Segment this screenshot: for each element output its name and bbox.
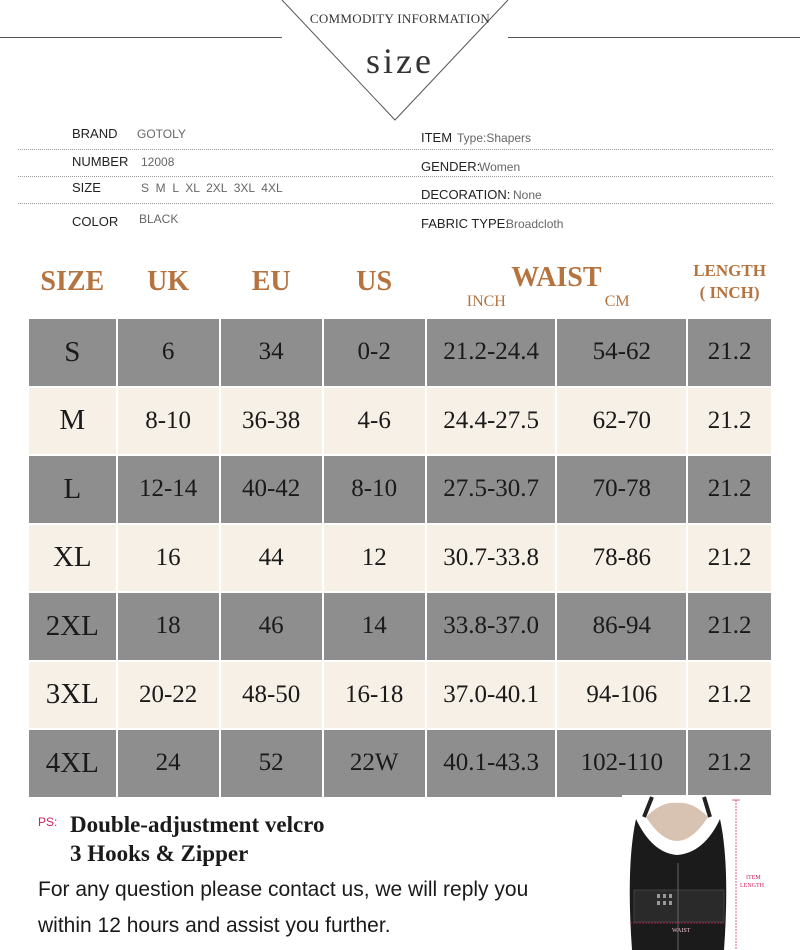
cell-waist-cm: 78-86 — [557, 525, 686, 592]
cell-uk: 20-22 — [118, 662, 219, 729]
cell-us: 4-6 — [324, 388, 425, 455]
cell-size: 3XL — [29, 662, 116, 729]
cell-size: L — [29, 456, 116, 523]
cell-us: 14 — [324, 593, 425, 660]
cell-uk: 16 — [118, 525, 219, 592]
color-label: COLOR — [72, 214, 119, 229]
brand-value: GOTOLY — [137, 127, 186, 141]
table-row — [29, 525, 771, 592]
cell-waist-inch: 37.0-40.1 — [427, 662, 556, 729]
contact-note-line1: For any question please contact us, we will reply you — [38, 878, 529, 901]
table-row — [29, 593, 771, 660]
cell-eu: 34 — [221, 319, 322, 386]
header-us: US — [324, 247, 425, 317]
number-label: NUMBER — [72, 154, 129, 169]
cell-waist-inch: 33.8-37.0 — [427, 593, 556, 660]
contact-note-line2: within 12 hours and assist you further. — [38, 914, 391, 937]
size-heading: size — [366, 41, 434, 81]
decoration-value: None — [513, 188, 542, 202]
decoration-label: DECORATION: — [421, 187, 511, 202]
cell-waist-inch: 21.2-24.4 — [427, 319, 556, 386]
gender-value: Women — [479, 160, 521, 174]
cell-waist-cm: 94-106 — [557, 662, 686, 729]
table-header-row — [29, 247, 771, 317]
header-rule-left — [0, 37, 282, 38]
size-value: S M L XL 2XL 3XL 4XL — [141, 181, 283, 195]
table-row — [29, 456, 771, 523]
header-uk: UK — [118, 247, 219, 317]
cell-length: 21.2 — [688, 593, 771, 660]
cell-us: 22W — [324, 730, 425, 797]
cell-size: M — [29, 388, 116, 455]
size-label: SIZE — [72, 180, 101, 195]
cell-length: 21.2 — [688, 456, 771, 523]
cell-us: 8-10 — [324, 456, 425, 523]
gender-label: GENDER: — [421, 159, 481, 174]
item-label: ITEM — [421, 130, 453, 145]
cell-uk: 18 — [118, 593, 219, 660]
table-row — [29, 662, 771, 729]
cell-length: 21.2 — [688, 319, 771, 386]
cell-size: S — [29, 319, 116, 386]
cell-waist-cm: 102-110 — [557, 730, 686, 797]
cell-eu: 52 — [221, 730, 322, 797]
cell-size: 4XL — [29, 730, 116, 797]
number-value: 12008 — [141, 155, 175, 169]
table-row — [29, 730, 771, 797]
waist-marker-label: WAIST — [672, 928, 691, 934]
cell-waist-inch: 40.1-43.3 — [427, 730, 556, 797]
cell-waist-cm: 62-70 — [557, 388, 686, 455]
cell-uk: 8-10 — [118, 388, 219, 455]
table-row — [29, 388, 771, 455]
cell-waist-inch: 30.7-33.8 — [427, 525, 556, 592]
header-inch: INCH — [466, 293, 506, 310]
header-waist — [427, 247, 686, 317]
cell-length: 21.2 — [688, 730, 771, 797]
cell-uk: 6 — [118, 319, 219, 386]
header-length-line1: LENGTH — [693, 261, 766, 280]
brand-label: BRAND — [72, 126, 118, 141]
header-length — [688, 247, 771, 317]
item-length-label-line2: LENGTH — [740, 883, 764, 889]
cell-waist-cm: 70-78 — [557, 456, 686, 523]
color-value: BLACK — [139, 212, 179, 226]
cell-length: 21.2 — [688, 662, 771, 729]
ps-label: PS: — [38, 815, 58, 829]
cell-waist-inch: 27.5-30.7 — [427, 456, 556, 523]
feature-velcro: Double-adjustment velcro — [70, 812, 325, 837]
header-length-line2: ( INCH) — [699, 283, 760, 302]
cell-waist-cm: 54-62 — [557, 319, 686, 386]
info-divider — [18, 149, 773, 150]
cell-uk: 12-14 — [118, 456, 219, 523]
cell-waist-cm: 86-94 — [557, 593, 686, 660]
cell-length: 21.2 — [688, 388, 771, 455]
cell-eu: 46 — [221, 593, 322, 660]
cell-eu: 48-50 — [221, 662, 322, 729]
cell-uk: 24 — [118, 730, 219, 797]
cell-waist-inch: 24.4-27.5 — [427, 388, 556, 455]
item-length-label-line1: ITEM — [746, 875, 761, 881]
cell-eu: 36-38 — [221, 388, 322, 455]
shapewear-model-image — [622, 795, 800, 950]
size-chart-table — [27, 245, 773, 799]
cell-us: 16-18 — [324, 662, 425, 729]
header-cm: CM — [604, 293, 630, 310]
cell-length: 21.2 — [688, 525, 771, 592]
fabric-type-value: Broadcloth — [506, 217, 564, 231]
table-row — [29, 319, 771, 386]
cell-us: 0-2 — [324, 319, 425, 386]
cell-eu: 44 — [221, 525, 322, 592]
commodity-information-heading: COMMODITY INFORMATION — [309, 11, 491, 26]
header-eu: EU — [221, 247, 322, 317]
info-divider — [18, 203, 773, 204]
fabric-type-label: FABRIC TYPE: — [421, 216, 509, 231]
cell-eu: 40-42 — [221, 456, 322, 523]
header-waist-label: WAIST — [511, 262, 602, 293]
cell-size: 2XL — [29, 593, 116, 660]
cell-size: XL — [29, 525, 116, 592]
feature-hooks-zipper: 3 Hooks & Zipper — [70, 841, 249, 866]
item-value: Type:Shapers — [457, 131, 532, 145]
header-size: SIZE — [29, 247, 116, 317]
header-rule-right — [508, 37, 800, 38]
cell-us: 12 — [324, 525, 425, 592]
info-divider — [18, 176, 773, 177]
